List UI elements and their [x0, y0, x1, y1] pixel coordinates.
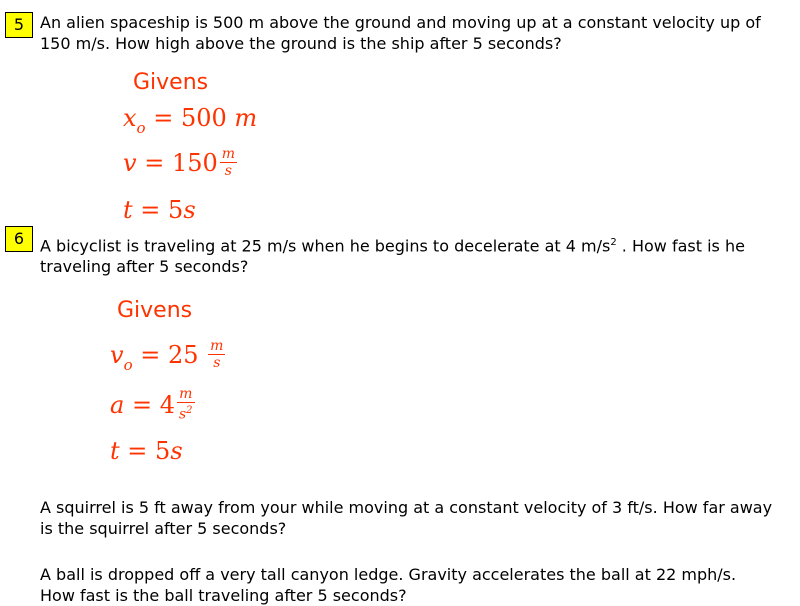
equation-velocity [123, 148, 237, 181]
value-5: = 5 [127, 437, 171, 465]
equation-time [110, 437, 183, 465]
var-x: x [123, 104, 137, 132]
var-a: a [110, 390, 125, 419]
fraction-numerator: m [177, 386, 195, 403]
var-v: v [110, 341, 124, 369]
unit-fraction [177, 386, 195, 423]
subscript-o: o [123, 356, 133, 374]
unit-s: s [170, 437, 183, 465]
value-500: = 500 [153, 104, 227, 132]
fraction-numerator: m [221, 146, 236, 162]
unit-m: m [234, 104, 258, 132]
equation-time [123, 196, 196, 224]
superscript-2: 2 [610, 237, 617, 248]
fraction-denominator [177, 403, 195, 423]
fraction-denominator: s [213, 355, 221, 371]
var-t: t [110, 437, 120, 465]
fraction-numerator: m [210, 338, 224, 354]
equation-initial-velocity [110, 340, 225, 373]
den-s: s [178, 406, 187, 423]
value-150: = 150 [144, 149, 218, 177]
unit-fraction [220, 146, 237, 179]
value-4: = 4 [131, 390, 175, 419]
problem-6-text-main: A bicyclist is traveling at 25 m/s when he begins to decelerate at 4 m/s [40, 236, 611, 256]
givens-heading: Givens [133, 70, 209, 95]
givens-heading: Givens [117, 298, 193, 323]
problem-6-text-rest: . How fast is he traveling after 5 seconds? [40, 236, 745, 277]
value-25: = 25 [140, 341, 199, 369]
subscript-o: o [136, 119, 146, 137]
var-t: t [123, 196, 133, 224]
problem-number-badge: 5 [5, 12, 33, 38]
fraction-denominator: s [224, 163, 232, 179]
problem-6-text [40, 232, 770, 277]
value-5: = 5 [140, 196, 184, 224]
problem-ball-text: A ball is dropped off a very tall canyon ledge. Gravity accelerates the ball at 22 mph/s. How fast is the ball traveling after 5 seconds? [40, 565, 737, 605]
den-power: 2 [186, 405, 193, 416]
unit-s: s [183, 196, 196, 224]
var-v: v [123, 149, 137, 177]
problem-number-badge: 6 [5, 226, 33, 252]
problem-5-text: An alien spaceship is 500 m above the ground and moving up at a constant velocity up of 150 m/s. How high above the ground is the ship after 5 seconds? [40, 13, 761, 53]
equation-acceleration [110, 388, 195, 425]
unit-fraction [208, 338, 225, 371]
equation-initial-position [123, 104, 258, 137]
problem-squirrel-text: A squirrel is 5 ft away from your while moving at a constant velocity of 3 ft/s. How far away is the squirrel after 5 seconds? [40, 498, 773, 538]
